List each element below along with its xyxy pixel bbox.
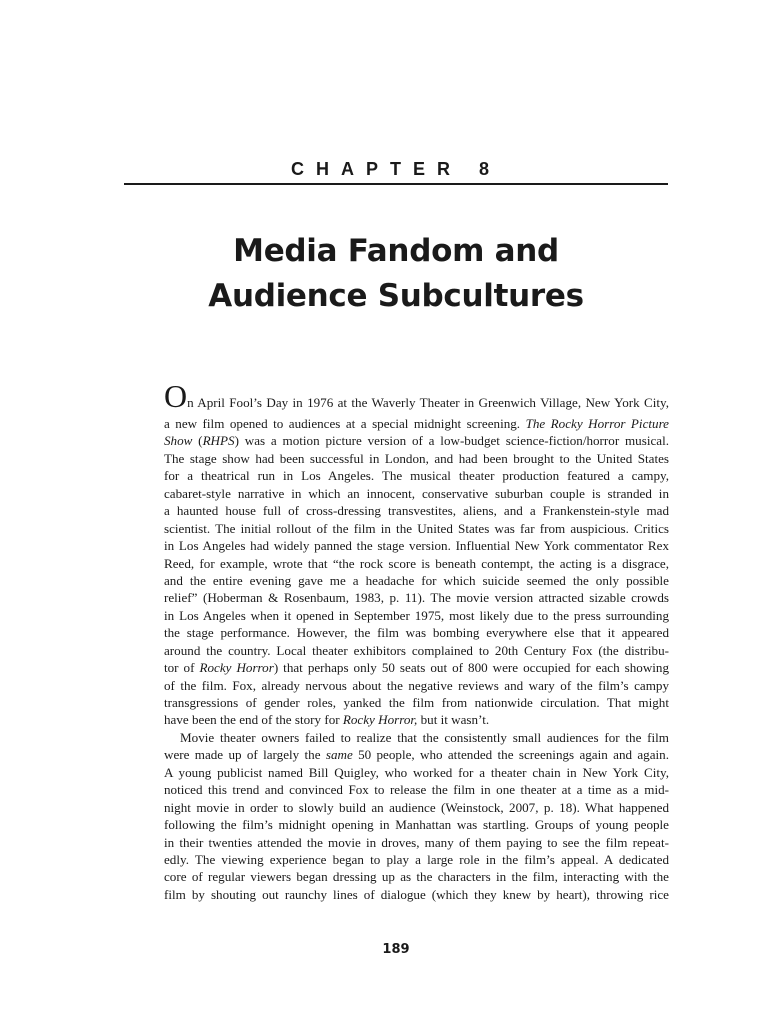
chapter-title-line-2: Audience Subcultures <box>208 278 584 314</box>
text-span: a new film opened to audiences at a special midnight screening. <box>164 416 526 431</box>
italic-text: RHPS <box>202 433 235 449</box>
text-line: for a theatrical run in Los Angeles. The musical theater production featured a campy, <box>164 468 669 484</box>
text-line: night movie in order to slowly build an audience (Weinstock, 2007, p. 18). What happened <box>164 799 669 815</box>
text-line: around the country. Local theater exhibitors complained to 20th Century Fox (the distribu- <box>164 642 669 658</box>
text-span: tor of <box>164 660 200 676</box>
chapter-title <box>124 229 668 319</box>
text-span: ) was a motion picture version of a low-budget science-fiction/horror musical. <box>234 433 669 449</box>
text-line: in their twenties attended the movie in droves, many of them paying to see the film repeat- <box>164 834 669 850</box>
text-line: core of regular viewers began dressing up as the characters in the film, interacting with the <box>164 869 669 885</box>
text-line: of the film. Fox, already nervous about the negative reviews and wary of the film’s campy <box>164 677 669 693</box>
italic-text: The Rocky Horror Picture <box>525 416 669 431</box>
text-line: scientist. The initial rollout of the film in the United States was far from auspicious. Critics <box>164 520 669 536</box>
text-line: Movie theater owners failed to realize that the consistently small audiences for the film <box>180 729 669 745</box>
text-span: ( <box>192 433 203 449</box>
text-line: transgressions of gender roles, yanked the film from nationwide circulation. That might <box>164 695 669 710</box>
body-text <box>164 378 670 903</box>
text-line <box>164 659 669 676</box>
text-line: cabaret-style narrative in which an innocent, conservative suburban couple is stranded in <box>164 485 669 501</box>
italic-text: same <box>325 747 353 763</box>
chapter-label: CHAPTER 8 <box>290 159 501 179</box>
text-line: A young publicist named Bill Quigley, who worked for a theater chain in New York City, <box>164 764 669 780</box>
text-line: relief” (Hoberman & Rosenbaum, 1983, p. 11). The movie version attracted sizable crowds <box>164 590 669 606</box>
text-line: and the entire evening gave me a headache for which suicide seemed the only possible <box>164 572 669 588</box>
text-line: following the film’s midnight opening in Manhattan was startling. Groups of young people <box>164 817 669 833</box>
italic-text: Show <box>164 433 193 449</box>
text-line: The stage show had been successful in London, and had been brought to the United States <box>164 450 669 466</box>
text-line: a haunted house full of cross-dressing transvestites, aliens, and a Frankenstein-style mad <box>164 503 669 519</box>
text-span: but it wasn’t. <box>417 712 490 728</box>
text-span: have been the end of the story for <box>164 712 343 728</box>
chapter-title-line-1: Media Fandom and <box>233 233 559 269</box>
text-line: edly. The viewing experience began to play a large role in the film’s appeal. A dedicated <box>164 851 669 867</box>
italic-text: Rocky Horror, <box>342 712 418 728</box>
page-number: 189 <box>382 942 410 957</box>
text-span: n April Fool’s Day in 1976 at the Waverly Theater in Greenwich Village, New York City, <box>187 395 669 410</box>
text-line <box>164 378 669 415</box>
text-line: film by shouting out raunchy lines of dialogue (which they knew by heart), throwing rice <box>164 886 669 902</box>
text-line: in Los Angeles had widely panned the stage version. Influential New York commentator Rex <box>164 538 669 554</box>
text-span: ) that perhaps only 50 seats out of 800 were occupied for each showing <box>273 660 670 676</box>
text-span: were made up of largely the <box>164 747 326 763</box>
text-line <box>164 746 669 763</box>
drop-cap: O <box>164 378 188 414</box>
text-line: Reed, for example, wrote that “the rock score is beneath contempt, the acting is a disgrace, <box>164 555 669 571</box>
text-line <box>164 432 669 449</box>
italic-text: Rocky Horror <box>199 660 274 676</box>
text-line <box>164 415 669 432</box>
text-span: 50 people, who attended the screenings again and again. <box>352 747 669 763</box>
text-line: in Los Angeles when it opened in September 1975, most likely due to the press surrounding <box>164 607 669 623</box>
text-line <box>164 711 669 728</box>
text-line: the stage performance. However, the film was bombing everywhere else that it appeared <box>164 625 669 641</box>
chapter-rule <box>124 183 668 185</box>
text-line: noticed this trend and convinced Fox to release the film in one theater at a time as a mid- <box>164 782 669 798</box>
